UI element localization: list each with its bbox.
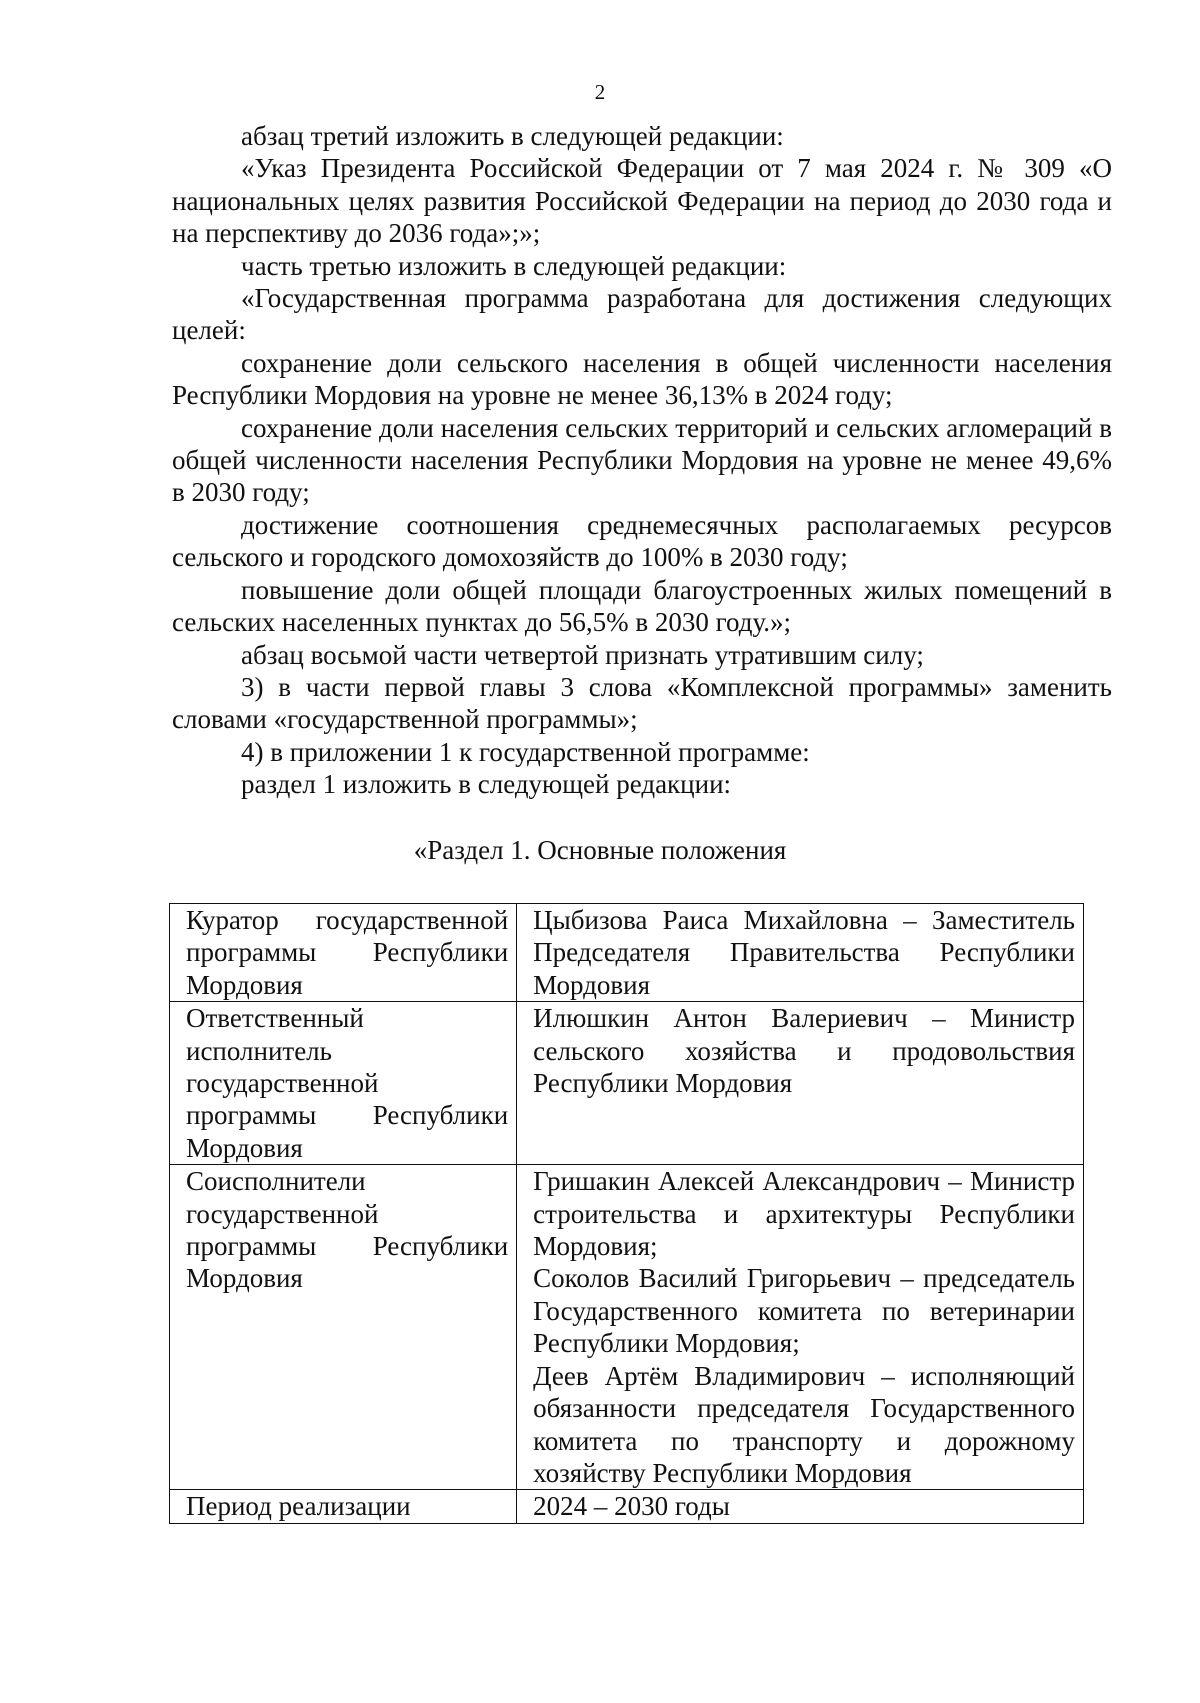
section-title: «Раздел 1. Основные положения [413,835,787,865]
paragraph: 3) в части первой главы 3 слова «Комплексной программы» заменить словами «государственной программы»; [172,671,1112,735]
table-row-implementation-period [170,1490,1084,1523]
paragraph: абзац восьмой части четвертой признать утратившим силу; [241,639,924,670]
row-value-line: Деев Артём Владимирович – исполняющий обязанности председателя Государственного комитета по транспорту и дорожному хозяйству Республики Мордовия [533,1360,1075,1488]
paragraph: раздел 1 изложить в следующей редакции: [241,769,732,800]
row-value [517,904,1084,1002]
document-body [172,120,1112,801]
row-value-line: 2024 – 2030 годы [533,1491,730,1522]
row-label: Соисполнители государственной программы Республики Мордовия [170,1165,517,1490]
paragraph: «Государственная программа разработана для достижения следующих целей: [172,283,1112,346]
table-row-responsible-executor [170,1002,1084,1165]
paragraph: «Указ Президента Российской Федерации от 7 мая 2024 г. № 309 «О национальных целях развития Российской Федерации на период до 2030 года и на перспективу до 2036 года»;»; [172,153,1112,249]
row-value [517,1165,1084,1490]
paragraph: абзац третий изложить в следующей редакции: [241,121,784,151]
row-value-line: Илюшкин Антон Валериевич – Министр сельского хозяйства и продовольствия Республики Мордовия [533,1003,1075,1099]
row-label: Период реализации [170,1490,517,1523]
page-number: 2 [594,80,606,104]
row-label: Куратор государственной программы Республики Мордовия [170,904,517,1002]
main-provisions-table [169,903,1084,1524]
paragraph: часть третью изложить в следующей редакции: [241,250,787,281]
row-value-line: Гришакин Алексей Александрович – Министр строительства и архитектуры Республики Мордовия; [533,1166,1075,1262]
table-row-curator [170,904,1084,1002]
row-label: Ответственный исполнитель государственной программы Республики Мордовия [170,1002,517,1165]
row-value [517,1490,1084,1523]
paragraph: 4) в приложении 1 к государственной программе: [241,736,810,767]
paragraph: сохранение доли сельского населения в общей численности населения Республики Мордовия на уровне не менее 36,13% в 2024 году; [172,347,1112,411]
table-row-co-executors [170,1165,1084,1490]
paragraph: повышение доли общей площади благоустроенных жилых помещений в сельских населенных пунктах до 56,5% в 2030 году.»; [172,574,1112,638]
paragraph: достижение соотношения среднемесячных располагаемых ресурсов сельского и городского домохозяйств до 100% в 2030 году; [172,509,1112,573]
paragraph: сохранение доли населения сельских территорий и сельских агломераций в общей численности населения Республики Мордовия на уровне не менее 49,6% в 2030 году; [172,412,1112,508]
row-value-line: Цыбизова Раиса Михайловна – Заместитель Председателя Правительства Республики Мордовия [533,905,1075,1000]
row-value-line: Соколов Василий Григорьевич – председатель Государственного комитета по ветеринарии Республики Мордовия; [533,1263,1075,1359]
row-value [517,1002,1084,1165]
